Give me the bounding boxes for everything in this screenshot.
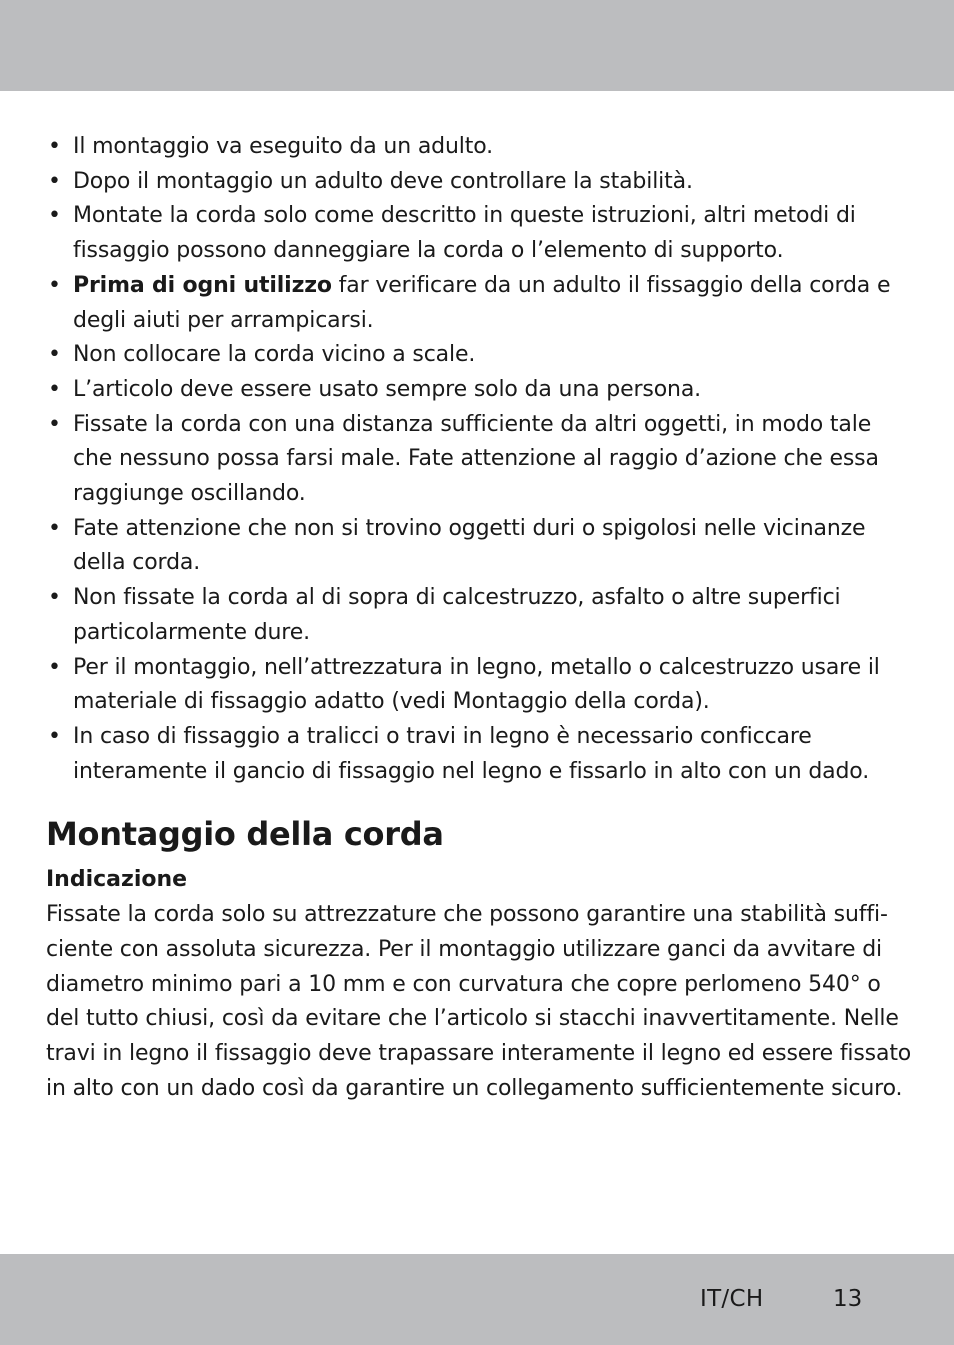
- list-item: • In caso di fissaggio a tralicci o travi in legno è necessario conficcare interamente il gancio di fissaggio nel legno e fissarlo in alto con un dado.: [46, 720, 916, 789]
- list-item: • Non fissate la corda al di sopra di calcestruzzo, asfalto o altre superfici particolarmente dure.: [46, 581, 916, 650]
- list-item: • L’articolo deve essere usato sempre solo da una persona.: [46, 373, 916, 408]
- list-item: • Fate attenzione che non si trovino oggetti duri o spigolosi nelle vicinanze della corda.: [46, 512, 916, 581]
- list-item: • Prima di ogni utilizzo far verificare da un adulto il fissaggio della corda e degli aiuti per arrampicarsi.: [46, 269, 916, 338]
- list-item: • Dopo il montaggio un adulto deve controllare la stabilità.: [46, 165, 916, 200]
- list-item: • Il montaggio va eseguito da un adulto.: [46, 130, 916, 165]
- list-item: • Non collocare la corda vicino a scale.: [46, 338, 916, 373]
- instruction-paragraph: Fissate la corda solo su attrezzature che possono garantire una stabilità sufficiente con assoluta sicurezza. Per il montaggio utilizzare ganci da avvitare di diametro minimo pari a 10 mm e con curvatura che copre perlomeno 540° o del tutto chiusi, così da evitare che l’articolo si stacchi inavvertitamente. Nelle travi in legno il fissaggio deve trapassare interamente il legno ed essere fissato in alto con un dado così da garantire un collegamento sufficientemente sicuro.: [46, 902, 912, 1101]
- subheading: Indicazione: [46, 867, 188, 892]
- section-title: Montaggio della corda: [46, 815, 444, 853]
- list-item: • Montate la corda solo come descritto in queste istruzioni, altri metodi di fissaggio possono danneggiare la corda o l’elemento di supporto.: [46, 199, 916, 268]
- language-code: IT/CH: [700, 1286, 764, 1312]
- header-band: [0, 0, 954, 91]
- page-number: 13: [833, 1286, 863, 1312]
- footer-band: [0, 1254, 954, 1345]
- list-item: • Per il montaggio, nell’attrezzatura in legno, metallo o calcestruzzo usare il materiale di fissaggio adatto (vedi Montaggio della corda).: [46, 651, 916, 720]
- safety-instructions-list: [46, 130, 916, 789]
- list-item: • Fissate la corda con una distanza sufficiente da altri oggetti, in modo tale che nessuno possa farsi male. Fate attenzione al raggio d’azione che essa raggiunge oscillando.: [46, 408, 916, 512]
- emphasis-text: Prima di ogni utilizzo: [73, 272, 332, 298]
